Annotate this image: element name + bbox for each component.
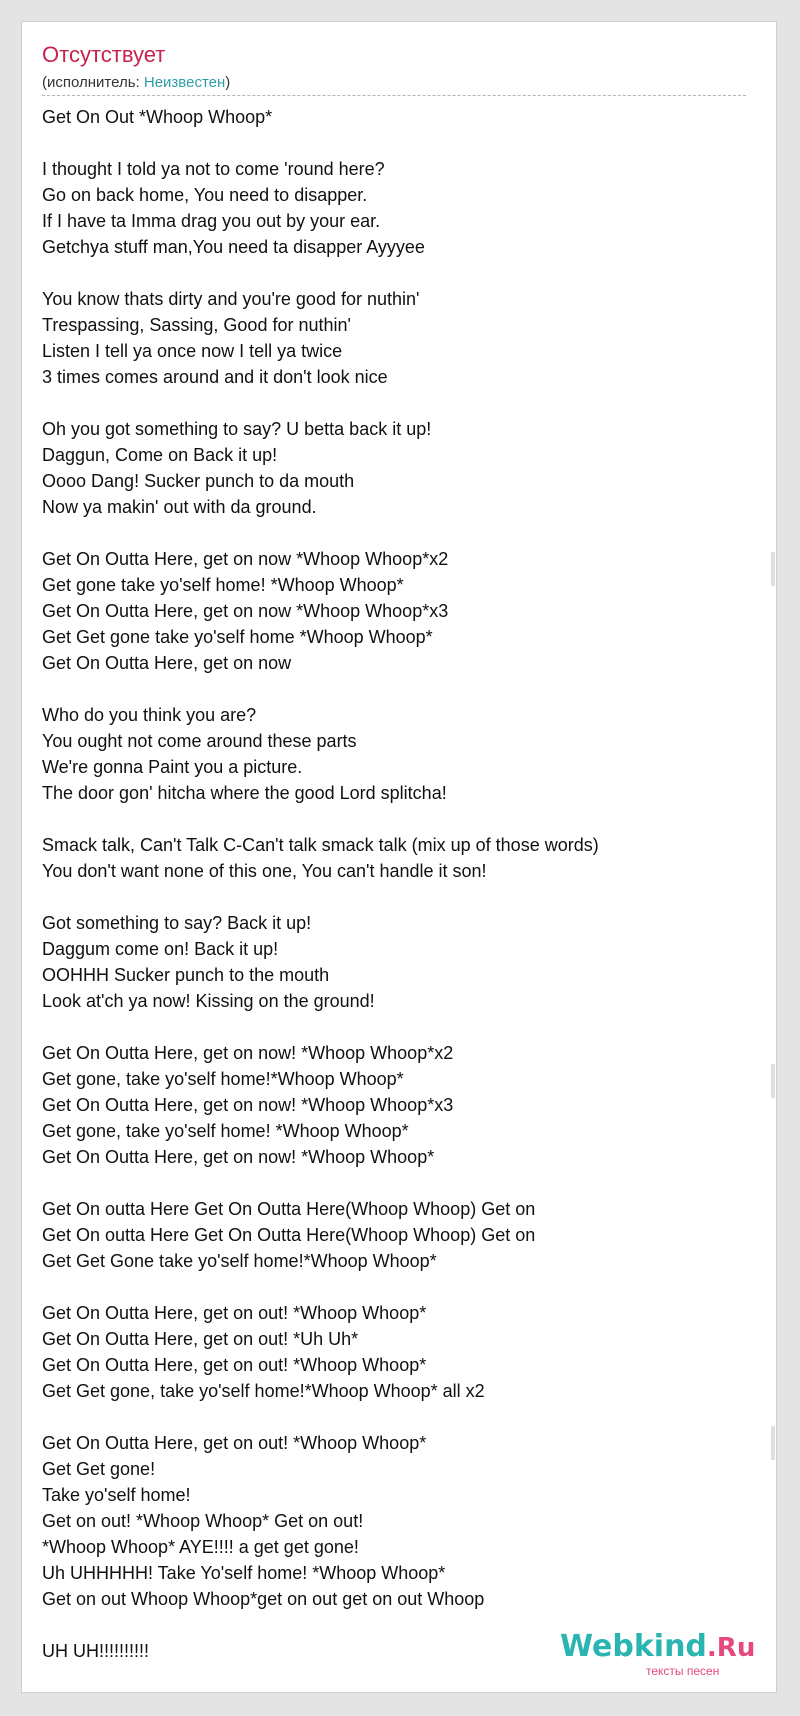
lyric-line: Look at'ch ya now! Kissing on the ground! bbox=[42, 991, 375, 1011]
lyric-line: Get On Outta Here, get on now *Whoop Whoop*x3 bbox=[42, 601, 449, 621]
lyric-line: Get On Outta Here, get on now! *Whoop Whoop*x3 bbox=[42, 1095, 454, 1115]
lyric-line: Daggun, Come on Back it up! bbox=[42, 445, 278, 465]
lyric-line: Get On Outta Here, get on out! *Whoop Whoop* bbox=[42, 1303, 427, 1323]
lyric-line: Daggum come on! Back it up! bbox=[42, 939, 279, 959]
stanza-break bbox=[42, 806, 742, 832]
lyric-line: Who do you think you are? bbox=[42, 705, 257, 725]
lyric-line: Get Get gone! bbox=[42, 1459, 156, 1479]
stanza-break bbox=[42, 676, 742, 702]
stanza-break bbox=[42, 884, 742, 910]
lyric-line: Get On outta Here Get On Outta Here(Whoop Whoop) Get on bbox=[42, 1199, 536, 1219]
lyric-line: Take yo'self home! bbox=[42, 1485, 191, 1505]
lyric-line: Get Get gone take yo'self home *Whoop Whoop* bbox=[42, 627, 433, 647]
lyric-line: Get On outta Here Get On Outta Here(Whoop Whoop) Get on bbox=[42, 1225, 536, 1245]
lyric-line: Oooo Dang! Sucker punch to da mouth bbox=[42, 471, 355, 491]
stanza-break bbox=[42, 1170, 742, 1196]
lyric-line: 3 times comes around and it don't look nice bbox=[42, 367, 388, 387]
lyrics-body bbox=[42, 104, 742, 1664]
lyric-line: Get gone, take yo'self home! *Whoop Whoop* bbox=[42, 1121, 409, 1141]
logo-wordmark bbox=[560, 1630, 755, 1665]
lyric-line: *Whoop Whoop* AYE!!!! a get get gone! bbox=[42, 1537, 359, 1557]
artist-suffix: ) bbox=[225, 74, 231, 91]
lyric-line: I thought I told ya not to come 'round here? bbox=[42, 159, 385, 179]
lyric-line: Now ya makin' out with da ground. bbox=[42, 497, 317, 517]
lyric-line: Get On Outta Here, get on now! *Whoop Whoop* bbox=[42, 1147, 435, 1167]
lyric-line: We're gonna Paint you a picture. bbox=[42, 757, 303, 777]
lyric-line: You don't want none of this one, You can't handle it son! bbox=[42, 861, 487, 881]
artist-link[interactable]: Неизвестен bbox=[143, 74, 226, 91]
stanza-break bbox=[42, 130, 742, 156]
stanza-break bbox=[42, 1404, 742, 1430]
lyric-line: Trespassing, Sassing, Good for nuthin' bbox=[42, 315, 351, 335]
lyric-line: Get On Out *Whoop Whoop* bbox=[42, 107, 273, 127]
lyric-line: The door gon' hitcha where the good Lord splitcha! bbox=[42, 783, 447, 803]
artist-prefix: (исполнитель: bbox=[42, 74, 144, 91]
lyric-line: Get on out! *Whoop Whoop* Get on out! bbox=[42, 1511, 364, 1531]
lyric-line: UH UH!!!!!!!!!! bbox=[42, 1641, 150, 1661]
lyric-line: You ought not come around these parts bbox=[42, 731, 357, 751]
title-divider bbox=[42, 95, 746, 96]
lyric-line: Get On Outta Here, get on out! *Whoop Whoop* bbox=[42, 1433, 427, 1453]
side-marker bbox=[771, 1426, 775, 1460]
lyric-line: Get Get Gone take yo'self home!*Whoop Whoop* bbox=[42, 1251, 437, 1271]
lyric-line: Get On Outta Here, get on now *Whoop Whoop*x2 bbox=[42, 549, 449, 569]
stanza-break bbox=[42, 390, 742, 416]
lyric-line: Get On Outta Here, get on out! *Whoop Whoop* bbox=[42, 1355, 427, 1375]
lyric-line: Uh UHHHHH! Take Yo'self home! *Whoop Whoop* bbox=[42, 1563, 446, 1583]
song-title: Отсутствует bbox=[42, 42, 166, 67]
lyrics-card bbox=[21, 21, 777, 1693]
site-logo[interactable] bbox=[560, 1630, 760, 1678]
side-marker bbox=[771, 1064, 775, 1098]
stanza-break bbox=[42, 1274, 742, 1300]
lyric-line: Listen I tell ya once now I tell ya twice bbox=[42, 341, 343, 361]
lyric-line: Got something to say? Back it up! bbox=[42, 913, 312, 933]
lyric-line: Oh you got something to say? U betta back it up! bbox=[42, 419, 432, 439]
stanza-break bbox=[42, 1014, 742, 1040]
lyric-line: OOHHH Sucker punch to the mouth bbox=[42, 965, 330, 985]
lyric-line: Get On Outta Here, get on out! *Uh Uh* bbox=[42, 1329, 359, 1349]
lyric-line: Get On Outta Here, get on now! *Whoop Whoop*x2 bbox=[42, 1043, 454, 1063]
artist-line bbox=[42, 74, 230, 92]
side-marker bbox=[771, 552, 775, 586]
stanza-break bbox=[42, 520, 742, 546]
lyric-line: Get On Outta Here, get on now bbox=[42, 653, 292, 673]
lyric-line: Get gone take yo'self home! *Whoop Whoop* bbox=[42, 575, 404, 595]
logo-brand: Webkind bbox=[560, 1629, 707, 1664]
lyric-line: Go on back home, You need to disapper. bbox=[42, 185, 368, 205]
lyric-line: If I have ta Imma drag you out by your ear. bbox=[42, 211, 381, 231]
lyric-line: You know thats dirty and you're good for nuthin' bbox=[42, 289, 420, 309]
logo-tagline: тексты песен bbox=[646, 1664, 720, 1678]
lyric-line: Get Get gone, take yo'self home!*Whoop Whoop* all x2 bbox=[42, 1381, 485, 1401]
logo-tld: .Ru bbox=[706, 1633, 756, 1663]
lyric-line: Get on out Whoop Whoop*get on out get on out Whoop bbox=[42, 1589, 485, 1609]
lyric-line: Getchya stuff man,You need ta disapper Ayyyee bbox=[42, 237, 425, 257]
stanza-break bbox=[42, 260, 742, 286]
lyric-line: Get gone, take yo'self home!*Whoop Whoop* bbox=[42, 1069, 404, 1089]
lyric-line: Smack talk, Can't Talk C-Can't talk smack talk (mix up of those words) bbox=[42, 835, 599, 855]
